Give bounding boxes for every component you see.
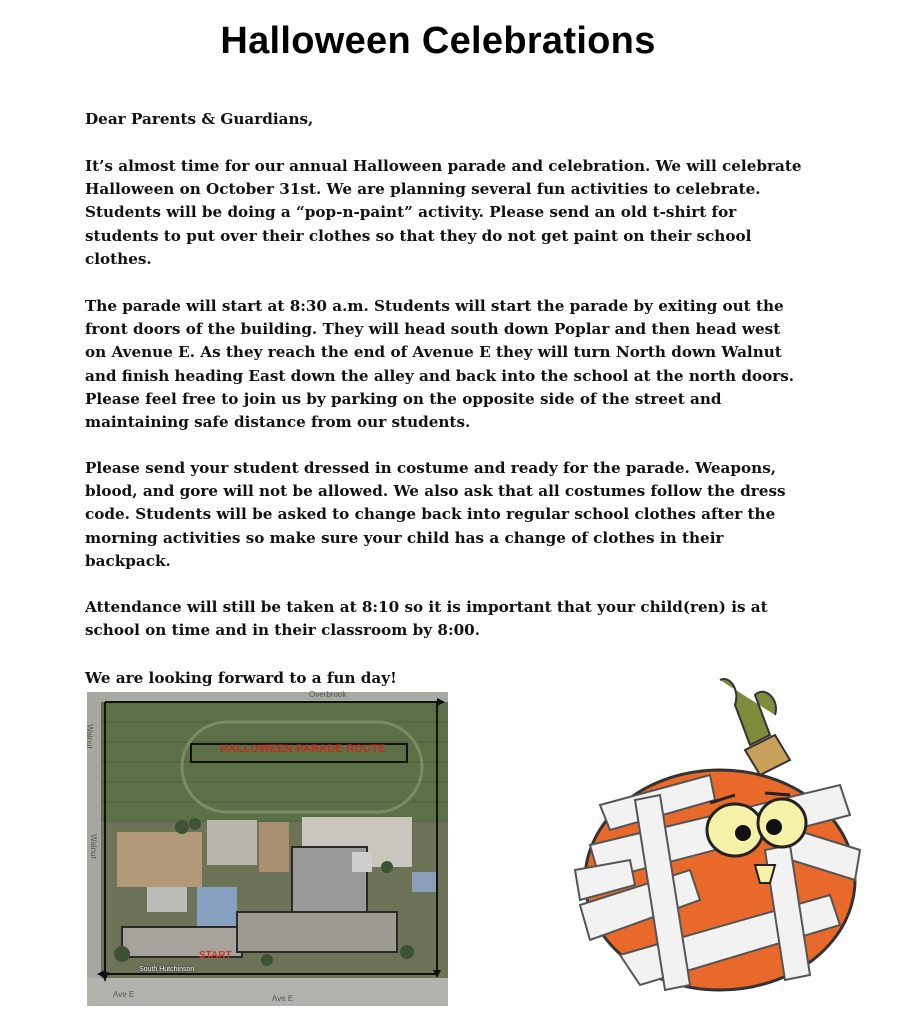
parade-paragraph: The parade will start at 8:30 a.m. Students will start the parade by exiting out the front doors of the building. They will head south down Poplar and then head west on Avenue E. As they reach the end of Avenue E they will turn North down Walnut and finish heading East down the alley and back into the school at the north doors. Please feel free to join us by parking on the opposite side of the street and maintaining safe distance from our students. — [85, 297, 795, 432]
school-label: South Hutchinson — [139, 966, 195, 973]
start-label: START — [199, 950, 232, 961]
mummy-pumpkin-icon — [560, 655, 870, 995]
costume-paragraph: Please send your student dressed in costume and ready for the parade. Weapons, blood, and gore will not be allowed. We also ask that all costumes follow the dress code. Students will be asked to change back into regular school clothes after the morning activities so make sure your child has a change of clothes in their backpack. — [85, 459, 786, 570]
page-title: Halloween Celebrations — [220, 20, 656, 62]
street-label-bottom-2: Ave E — [272, 994, 294, 1003]
mummy-pumpkin-illustration — [560, 655, 870, 995]
attendance-paragraph: Attendance will still be taken at 8:10 so it is important that your child(ren) is at school on time and in their classroom by 8:00. — [85, 598, 768, 640]
street-label-bottom-1: Ave E — [113, 990, 135, 999]
parade-route-map — [84, 690, 448, 1006]
street-label-top: Overbrook — [309, 690, 347, 699]
map-image — [84, 692, 448, 1006]
closing-line: We are looking forward to a fun day! — [85, 669, 397, 687]
street-label-left-2: Walnut — [88, 834, 98, 859]
street-label-left: Walnut — [84, 724, 94, 749]
intro-paragraph: It’s almost time for our annual Halloween parade and celebration. We will celebrate Halloween on October 31st. We are planning several fun activities to celebrate. Students will be doing a “pop-n-paint” activity. Please send an old t-shirt for students to put over their clothes so that they do not get paint on their school clothes. — [85, 157, 802, 268]
greeting: Dear Parents & Guardians, — [85, 110, 314, 128]
route-label: HALLOWEEN PARADE ROUTE — [220, 743, 386, 755]
